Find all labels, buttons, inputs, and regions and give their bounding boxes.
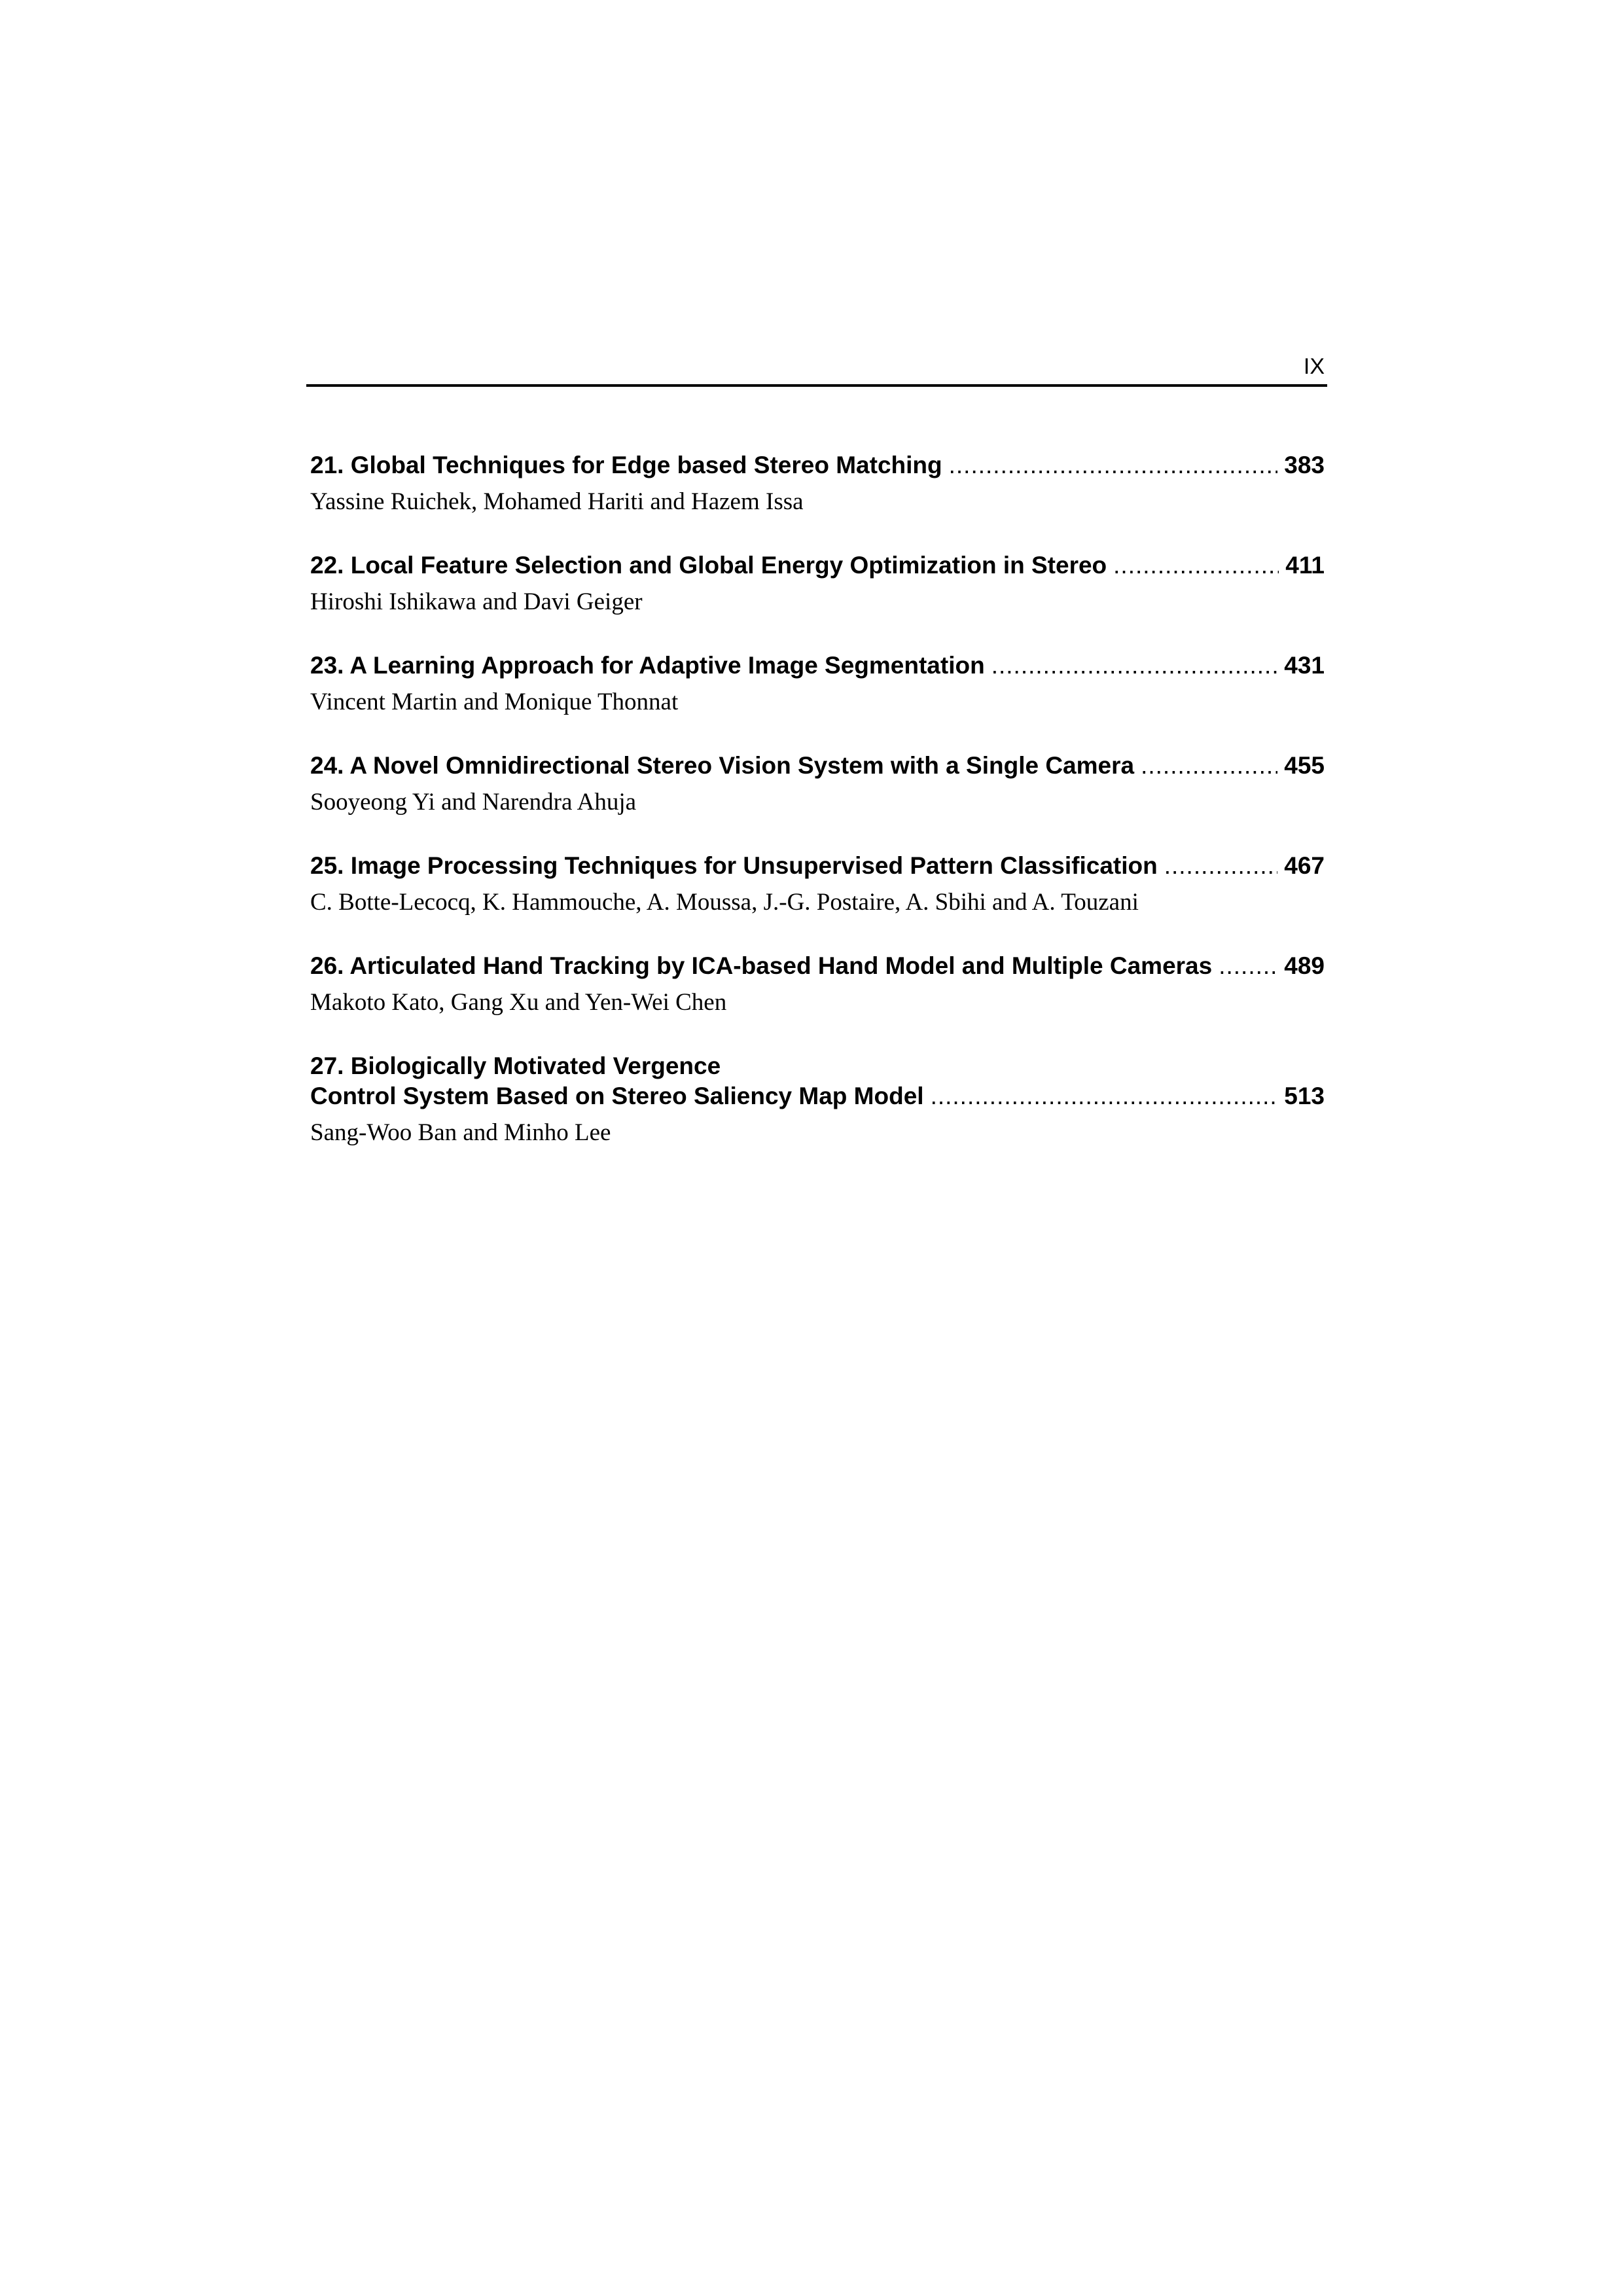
toc-title-line: [310, 450, 1325, 480]
chapter-authors: Sooyeong Yi and Narendra Ahuja: [310, 789, 637, 816]
toc-entry-23: [310, 651, 1325, 717]
toc-entry-22: [310, 550, 1325, 617]
toc-title-line: [310, 1081, 1325, 1111]
chapter-page-number: 489: [1284, 952, 1325, 979]
chapter-title: 23. A Learning Approach for Adaptive Image Segmentation: [310, 652, 985, 679]
chapter-title: 21. Global Techniques for Edge based Stereo Matching: [310, 452, 942, 478]
toc-entry-27: [310, 1051, 1325, 1148]
chapter-title: 25. Image Processing Techniques for Unsupervised Pattern Classification: [310, 852, 1158, 879]
toc-title-line: [310, 550, 1325, 581]
chapter-page-number: 431: [1284, 652, 1325, 679]
toc-title-line: [310, 951, 1325, 981]
chapter-authors: Yassine Ruichek, Mohamed Hariti and Hazem Issa: [310, 488, 804, 515]
dot-leader: [931, 1081, 1278, 1111]
toc-entry-24: [310, 751, 1325, 817]
page-number: IX: [1303, 354, 1325, 379]
chapter-authors: Hiroshi Ishikawa and Davi Geiger: [310, 588, 643, 615]
chapter-title: 26. Articulated Hand Tracking by ICA-based Hand Model and Multiple Cameras: [310, 952, 1213, 979]
toc-title-line: [310, 751, 1325, 781]
toc-entry-25: [310, 851, 1325, 918]
toc-title-line: [310, 651, 1325, 681]
dot-leader: [1113, 550, 1279, 581]
chapter-page-number: 513: [1284, 1083, 1325, 1109]
header-rule: [306, 384, 1327, 387]
chapter-authors: C. Botte-Lecocq, K. Hammouche, A. Moussa, J.-G. Postaire, A. Sbihi and A. Touzani: [310, 889, 1139, 916]
chapter-authors: Sang-Woo Ban and Minho Lee: [310, 1119, 611, 1146]
chapter-page-number: 467: [1284, 852, 1325, 879]
chapter-authors: Vincent Martin and Monique Thonnat: [310, 689, 679, 715]
toc-entry-26: [310, 951, 1325, 1018]
chapter-page-number: 411: [1285, 552, 1325, 579]
chapter-authors: Makoto Kato, Gang Xu and Yen-Wei Chen: [310, 989, 727, 1016]
chapter-page-number: 383: [1284, 452, 1325, 478]
dot-leader: [949, 450, 1278, 480]
dot-leader: [1141, 751, 1277, 781]
toc-title-line: [310, 851, 1325, 881]
dot-leader: [1219, 951, 1277, 981]
dot-leader: [1164, 851, 1278, 881]
chapter-title: 24. A Novel Omnidirectional Stereo Vision System with a Single Camera: [310, 752, 1135, 779]
table-of-contents: [310, 450, 1325, 1181]
chapter-title-first-line: 27. Biologically Motivated Vergence: [310, 1052, 721, 1079]
chapter-page-number: 455: [1284, 752, 1325, 779]
chapter-title: Control System Based on Stereo Saliency Map Model: [310, 1083, 924, 1109]
toc-entry-21: [310, 450, 1325, 517]
chapter-title: 22. Local Feature Selection and Global Energy Optimization in Stereo: [310, 552, 1107, 579]
dot-leader: [991, 651, 1278, 681]
